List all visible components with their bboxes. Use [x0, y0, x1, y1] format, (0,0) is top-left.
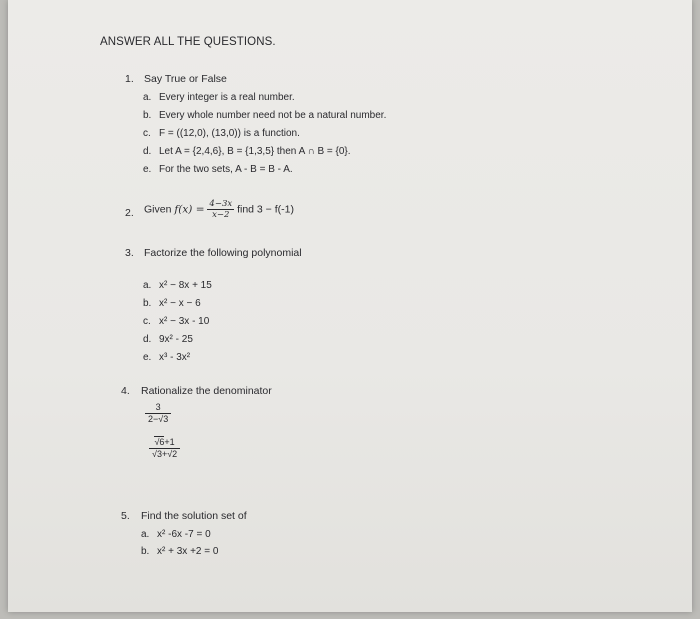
fraction-denominator: x−2: [212, 210, 230, 220]
item-label: c.: [143, 128, 151, 139]
question-5-item-a: [141, 529, 211, 540]
numerator-part: +1: [164, 437, 175, 447]
question-4-number: 4.: [121, 385, 130, 397]
question-1-item-b: [143, 110, 386, 121]
item-text: x² + 3x +2 = 0: [157, 546, 219, 557]
fraction-numerator: 4−3x: [209, 199, 233, 209]
fraction-denominator: [149, 449, 180, 460]
item-label: b.: [143, 110, 152, 121]
fraction-numerator: 3: [145, 402, 171, 414]
question-3-item-c: [143, 316, 209, 327]
page-title: ANSWER ALL THE QUESTIONS.: [100, 36, 276, 48]
question-1-item-c: [143, 128, 300, 139]
radical: √3: [158, 414, 169, 424]
item-text: Every whole number need not be a natural number.: [159, 110, 387, 121]
question-3-item-e: [143, 352, 190, 363]
question-1-item-a: [143, 92, 295, 103]
question-2-line: [144, 199, 294, 220]
item-label: d.: [143, 334, 152, 345]
plus-sign: +: [161, 449, 168, 459]
item-label: b.: [143, 298, 152, 309]
question-2-number: 2.: [125, 207, 134, 219]
function-fraction: [207, 199, 234, 220]
denominator-part: 2−: [148, 414, 159, 424]
item-text: Every integer is a real number.: [159, 92, 295, 103]
rationalize-fraction-1: [145, 402, 171, 425]
question-3-item-b: [143, 298, 201, 309]
worksheet-paper: [8, 0, 692, 612]
question-3-prompt: Factorize the following polynomial: [144, 247, 302, 259]
radical: √6: [154, 437, 165, 447]
question-3-number: 3.: [125, 247, 134, 259]
fraction-denominator: [145, 414, 171, 425]
question-1-prompt: Say True or False: [144, 73, 227, 85]
item-text: x² − 3x - 10: [159, 316, 210, 327]
item-label: a.: [141, 529, 150, 540]
item-text: Let A = {2,4,6}, B = {1,3,5} then A ∩ B = {0}.: [159, 146, 351, 157]
item-label: e.: [143, 352, 152, 363]
question-3-item-d: [143, 334, 193, 345]
item-text: x² -6x -7 = 0: [157, 529, 211, 540]
question-2-prefix: Given: [144, 203, 172, 216]
radical: √3: [152, 449, 162, 459]
question-1-number: 1.: [125, 73, 134, 85]
question-5-item-b: [141, 546, 218, 557]
question-5-number: 5.: [121, 510, 130, 522]
question-1-item-d: [143, 146, 351, 157]
item-text: 9x² - 25: [159, 334, 193, 345]
item-label: d.: [143, 146, 152, 157]
item-label: e.: [143, 164, 152, 175]
question-4-prompt: Rationalize the denominator: [141, 385, 272, 397]
item-text: x² − x − 6: [159, 298, 201, 309]
item-label: c.: [143, 316, 151, 327]
item-text: For the two sets, A - B = B - A.: [159, 164, 293, 175]
question-1-item-e: [143, 164, 293, 175]
item-text: x² − 8x + 15: [159, 280, 212, 291]
rationalize-fraction-2: [149, 437, 180, 460]
item-text: F = ((12,0), (13,0)) is a function.: [159, 128, 300, 139]
question-5-prompt: Find the solution set of: [141, 510, 247, 522]
item-label: b.: [141, 546, 150, 557]
question-3-item-a: [143, 280, 212, 291]
item-text: x³ - 3x²: [159, 352, 191, 363]
item-label: a.: [143, 280, 152, 291]
item-label: a.: [143, 92, 152, 103]
question-2-suffix: find 3 − f(-1): [237, 203, 294, 216]
function-notation: f(x) =: [174, 203, 205, 216]
radical: √2: [167, 449, 178, 459]
